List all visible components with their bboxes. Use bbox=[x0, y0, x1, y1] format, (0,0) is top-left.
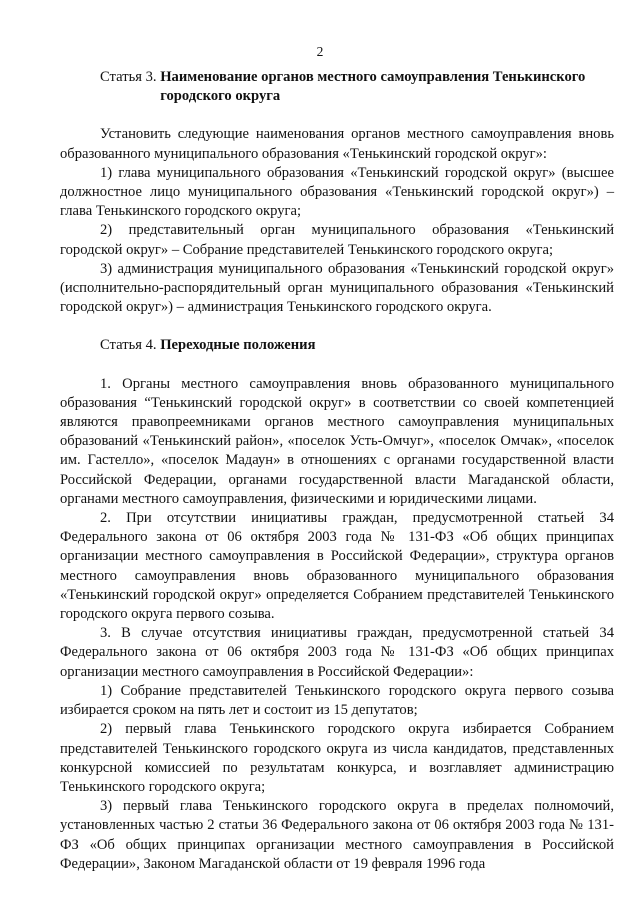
article-3-title: Наименование органов местного самоуправления Тенькинского городского округа bbox=[160, 69, 586, 105]
article-3-label: Статья 3. bbox=[100, 69, 157, 85]
page-number: 2 bbox=[316, 44, 324, 59]
article-4-paragraph: 2. При отсутствии инициативы граждан, предусмотренной статьей 34 Федерального закона от 06 октября 2003 года № 131-ФЗ «Об общих принципах организации местного самоуправления в Российской Федерации», структура органов местного самоуправления вновь образованного муниципального образования «Тенькинский городской округ» определяется Собранием представителей Тенькинского городского округа первого созыва. bbox=[60, 510, 614, 623]
article-4-label: Статья 4. bbox=[100, 337, 157, 354]
article-4-paragraph: 3) первый глава Тенькинского городского округа в пределах полномочий, установленных частью 2 статьи 36 Федерального закона от 06 октября 2003 года № 131-ФЗ «Об общих принципах организации местного самоуправления в Российской Федерации», Законом Магаданской области от 19 февраля 1996 года bbox=[60, 798, 614, 872]
article-4-heading bbox=[60, 336, 614, 355]
article-4-paragraph: 1. Органы местного самоуправления вновь образованного муниципального образования “Тенькинский городской округ» в соответствии со своей компетенцией являются правопреемниками органов местного самоуправления муниципальных образований «Тенькинский район», «поселок Усть-Омчуг», «поселок Омчак», «поселок им. Гастелло», «поселок Мадаун» в отношениях с органами государственной власти Российской Федерации, органами государственной власти Магаданской области, органами местного самоуправления, физическими и юридическими лицами. bbox=[60, 375, 614, 507]
article-3-paragraph: 2) представительный орган муниципального образования «Тенькинский городской округ» – Собрание представителей Тенькинского городского округа; bbox=[60, 222, 614, 258]
article-3-paragraph: 3) администрация муниципального образования «Тенькинский городской округ» (исполнительно-распорядительный орган муниципального образования «Тенькинский городской округ») – администрация Тенькинского городского округа. bbox=[60, 260, 614, 316]
article-4-paragraph: 1) Собрание представителей Тенькинского городского округа первого созыва избирается сроком на пять лет и состоит из 15 депутатов; bbox=[60, 682, 614, 719]
article-4-title: Переходные положения bbox=[160, 337, 316, 354]
article-4-paragraph: 3. В случае отсутствия инициативы граждан, предусмотренной статьей 34 Федерального закона от 06 октября 2003 года № 131-ФЗ «Об общих принципах организации местного самоуправления в Российской Федерации»: bbox=[60, 625, 614, 680]
document-body bbox=[60, 68, 614, 874]
article-3-heading bbox=[60, 68, 614, 106]
article-3-paragraph: Установить следующие наименования органов местного самоуправления вновь образованного муниципального образования «Тенькинский городской округ»: bbox=[60, 126, 614, 162]
article-3-paragraph: 1) глава муниципального образования «Тенькинский городской округ» (высшее должностное лицо муниципального образования «Тенькинский городской округ») – глава Тенькинского городского округа; bbox=[60, 164, 614, 220]
article-4-paragraph: 2) первый глава Тенькинского городского округа избирается Собранием представителей Тенькинского городского округа из числа кандидатов, представленных конкурсной комиссией по результатам конкурса, и возглавляет администрацию Тенькинского городского округа; bbox=[60, 721, 614, 795]
